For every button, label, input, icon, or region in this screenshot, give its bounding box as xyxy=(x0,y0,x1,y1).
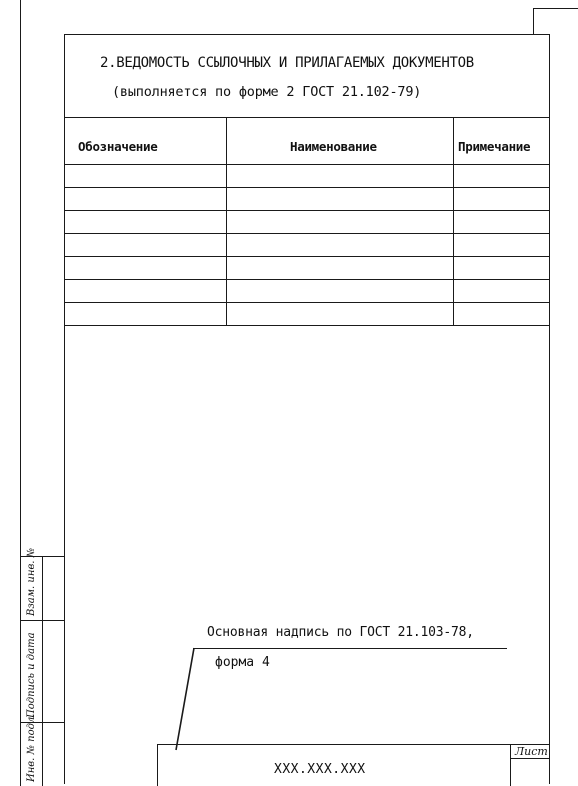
top-right-tab-top xyxy=(533,8,578,9)
table-row xyxy=(64,279,550,280)
table-row xyxy=(64,302,550,303)
table-row xyxy=(64,325,550,326)
table-row xyxy=(64,210,550,211)
document-title: 2.ВЕДОМОСТЬ ССЫЛОЧНЫХ И ПРИЛАГАЕМЫХ ДОКУМЕНТОВ xyxy=(100,55,474,71)
top-right-tab-left xyxy=(533,8,534,34)
document-subtitle: (выполняется по форме 2 ГОСТ 21.102-79) xyxy=(112,84,422,100)
table-top-line xyxy=(64,117,550,118)
title-block-note-form: форма 4 xyxy=(215,655,270,670)
table-col-divider-2 xyxy=(453,117,454,325)
title-block-sheet-line xyxy=(510,758,550,759)
leader-line xyxy=(170,645,200,755)
side-stamp-divider xyxy=(42,556,43,786)
title-block-top xyxy=(157,744,550,745)
right-border xyxy=(549,34,550,784)
document-code: XXX.XXX.XXX xyxy=(274,762,366,777)
header-designation: Обозначение xyxy=(78,139,158,154)
header-remark: Примечание xyxy=(458,139,531,154)
side-label-signature: Подпись и дата xyxy=(26,632,37,718)
inner-left-border xyxy=(64,34,65,784)
side-label-replace: Взам. инв. № xyxy=(26,547,37,616)
table-row xyxy=(64,233,550,234)
sheet-label: Лист xyxy=(515,745,548,758)
top-border xyxy=(64,34,550,35)
table-row xyxy=(64,164,550,165)
title-block-left xyxy=(157,744,158,786)
title-block-note: Основная надпись по ГОСТ 21.103-78, xyxy=(207,625,474,640)
table-col-divider-1 xyxy=(226,117,227,325)
table-row xyxy=(64,256,550,257)
side-stamp-row1 xyxy=(20,620,64,621)
title-block-sheet-divider xyxy=(510,744,511,786)
note-underline xyxy=(193,648,507,649)
outer-left-border xyxy=(20,0,21,786)
header-name: Наименование xyxy=(290,139,377,154)
table-row xyxy=(64,187,550,188)
side-label-inv: Инв. № подл. xyxy=(26,713,37,782)
